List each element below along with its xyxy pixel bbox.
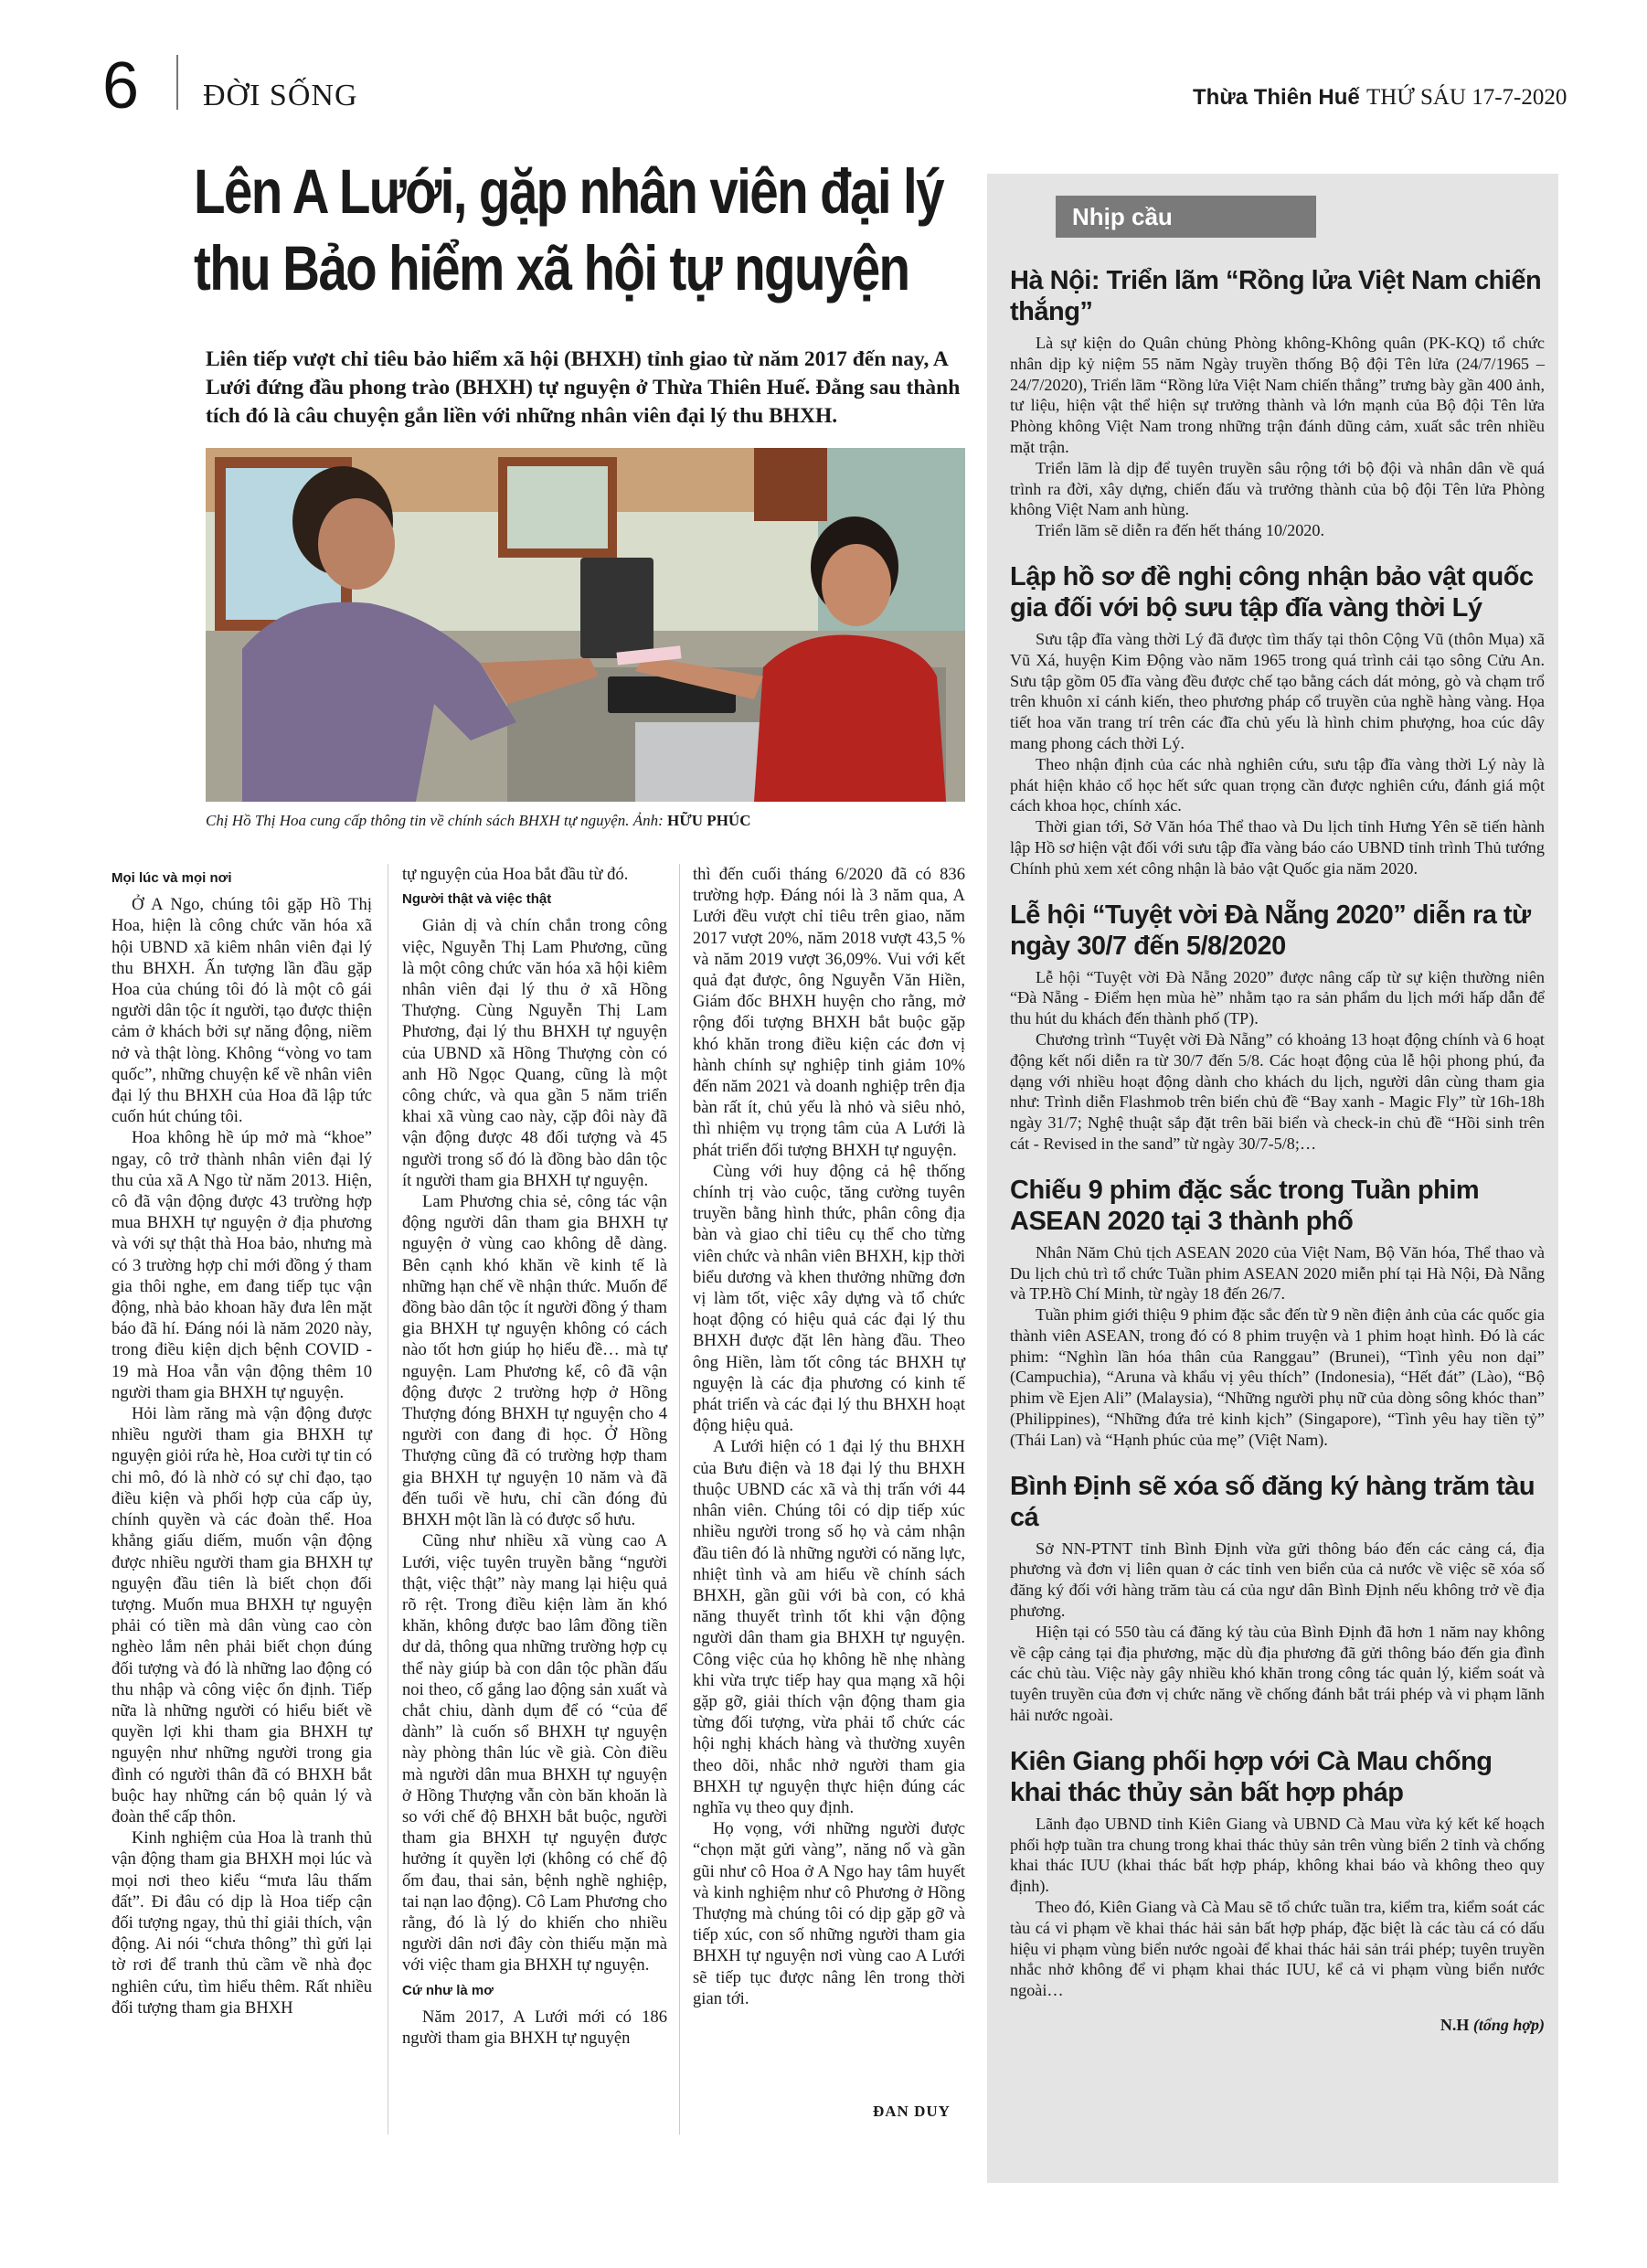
article-photo: [206, 448, 965, 802]
paragraph: Kinh nghiệm của Hoa là tranh thủ vận động tham gia BHXH mọi lúc và mọi nơi theo kiểu “mưa lâu thấm đất”. Đi đâu có dịp là Hoa tiếp cận đối tượng ngay, thủ thỉ giải thích, vận động. Ai nói “chưa thông” thì gửi lại tờ rơi để tranh thủ cầm về nhà đọc nghiên cứu, tìm hiểu thêm. Rất nhiều đối tượng tham gia BHXH: [112, 1828, 372, 2018]
news-paragraph: Theo đó, Kiên Giang và Cà Mau sẽ tổ chức tuần tra, kiểm tra, kiểm soát các tàu cá vi phạm về khai thác hải sản bất hợp pháp, đặc biệt là các tàu cá có dấu hiệu vi phạm vùng biển nước ngoài để khai thác hải sản trái phép; tuyên truyền nhắc nhở không để vi phạm khai thác IUU, kể cả vi phạm vùng biển nước ngoài…: [1010, 1898, 1545, 2000]
paragraph: Lam Phương chia sẻ, công tác vận động người dân tham gia BHXH tự nguyện ở vùng cao không dễ dàng. Bên cạnh khó khăn về kinh tế là những hạn chế về nhận thức. Muốn để đồng bào dân tộc ít người đồng ý tham gia BHXH tự nguyện không có cách nào tốt hơn giúp họ hiểu đề… mà tự nguyện. Lam Phương kể, cô đã vận động được 2 trường hợp ở Hồng Thượng đóng BHXH tự nguyện cho 4 người con đang đi học. Ở Hồng Thượng cũng đã có trường hợp tham gia BHXH tự nguyện 10 năm và đã đến tuổi về hưu, chỉ cần đóng đủ BHXH một lần là có được sổ hưu.: [402, 1192, 667, 1530]
news-paragraph: Theo nhận định của các nhà nghiên cứu, sưu tập đĩa vàng thời Lý này là phát hiện khảo cổ học hết sức quan trọng cần được nghiên cứu, đánh giá một cách khoa học, chính xác.: [1010, 754, 1545, 815]
subheading-3: Cứ như là mơ: [402, 1982, 494, 1998]
news-paragraph: Thời gian tới, Sở Văn hóa Thể thao và Du lịch tỉnh Hưng Yên sẽ tiến hành lập Hồ sơ hiện vật đối với sưu tập đĩa vàng báo cáo UBND tỉnh trình Thủ tướng Chính phủ xem xét công nhận là bảo vật Quốc gia năm 2020.: [1010, 817, 1545, 878]
newspaper-name: Thừa Thiên Huế: [1193, 85, 1360, 110]
article-column-1: [112, 864, 372, 2018]
paragraph: Ở A Ngo, chúng tôi gặp Hồ Thị Hoa, hiện là công chức văn hóa xã hội UBND xã kiêm nhân viên đại lý thu BHXH. Ấn tượng lần đầu gặp Hoa của chúng tôi đó là một cô gái người dân tộc ít người, tạo được thiện cảm ở khách bởi sự năng động, niềm nở và thật lòng. Không “vòng vo tam quốc”, những chuyện kể về nhân viên đại lý thu BHXH của Hoa đã lập tức cuốn hút chúng tôi.: [112, 895, 372, 1127]
paragraph: thì đến cuối tháng 6/2020 đã có 836 trường hợp. Đáng nói là 3 năm qua, A Lưới đều vượt chỉ tiêu trên giao, năm 2017 vượt 20%, năm 2018 vượt 43,5 % và năm 2019 vượt 36,09%. Vui với kết quả đạt được, ông Nguyễn Văn Hiền, Giám đốc BHXH huyện cho rằng, mở rộng đối tượng BHXH bắt buộc gặp khó khăn trong điều kiện các đơn vị hành chính sự nghiệp tinh giảm 10% đến năm 2021 và doanh nghiệp trên địa bàn rất ít, chủ yếu là nhỏ và siêu nhỏ, thì nhiệm vụ trọng tâm của A Lưới là phát triển đối tượng BHXH tự nguyện.: [693, 865, 965, 1160]
news-paragraph: Lãnh đạo UBND tỉnh Kiên Giang và UBND Cà Mau vừa ký kết kế hoạch phối hợp tuần tra chung trong khai thác thủy sản trên vùng biển 2 tỉnh và chống khai thác IUU (khai thác bất hợp pháp, không khai báo và không theo quy định).: [1010, 1814, 1545, 1896]
article-lead: Liên tiếp vượt chỉ tiêu bảo hiểm xã hội (BHXH) tỉnh giao từ năm 2017 đến nay, A Lưới đứng đầu phong trào (BHXH) tự nguyện ở Thừa Thiên Huế. Đằng sau thành tích đó là câu chuyện gắn liền với những nhân viên đại lý thu BHXH.: [206, 347, 961, 428]
issue-date: THỨ SÁU 17-7-2020: [1366, 85, 1567, 110]
paragraph: tự nguyện của Hoa bắt đầu từ đó.: [402, 865, 629, 884]
paragraph: Giản dị và chín chắn trong công việc, Nguyễn Thị Lam Phương, cũng là một công chức văn hóa xã hội kiêm nhân viên đại lý thu ở xã Hồng Thượng. Cùng Nguyễn Thị Lam Phương, đại lý thu BHXH tự nguyện của UBND xã Hồng Thượng còn có anh Hồ Ngọc Quang, cũng là một công chức, và qua gần 5 năm triển khai xã vùng cao này, cặp đôi này đã vận động được 48 đối tượng và 45 người trong số đó là đồng bào dân tộc ít người tham gia BHXH tự nguyện.: [402, 916, 667, 1190]
paragraph: Hoa không hề úp mở mà “khoe” ngay, cô trở thành nhân viên đại lý thu của xã A Ngo từ năm 2013. Hiện, cô đã vận động được 43 trường hợp mua BHXH tự nguyện ở địa phương và với sự thật thà Hoa bảo, nhưng mà có 3 trường hợp chỉ mới đồng ý tham gia thôi nghe, em đang tiếp tục vận động, nhà bảo khoan hãy đưa lên mặt báo đã hí. Đáng nói là năm 2020 này, trong điều kiện dịch bệnh COVID - 19 mà Hoa vẫn vận động thêm 10 người tham gia BHXH tự nguyện.: [112, 1128, 372, 1402]
news-headline: Lập hồ sơ đề nghị công nhận bảo vật quốc gia đối với bộ sưu tập đĩa vàng thời Lý: [1010, 561, 1534, 623]
news-item: [1010, 1175, 1545, 1451]
news-headline: Bình Định sẽ xóa số đăng ký hàng trăm tàu cá: [1010, 1471, 1535, 1532]
article-author: ĐAN DUY: [873, 2103, 951, 2120]
paragraph: Hỏi làm răng mà vận động được nhiều người tham gia BHXH tự nguyện giỏi rứa hè, Hoa cười tự tin có chi mô, đó là nhờ có sự chỉ đạo, tạo điều kiện và phối hợp của cấp ủy, chính quyền và các đoàn thể. Hoa khẳng giấu diếm, muốn vận động được nhiều người tham gia BHXH tự nguyện đầu tiên là biết chọn đối tượng. Muốn mua BHXH tự nguyện phải có tiền mà dân vùng cao còn nghèo lắm nên phải biết chọn đúng đối tượng và đó là những lao động có thu nhập và công việc ổn định. Tiếp nữa là những người có hiểu biết về quyền lợi khi tham gia BHXH tự nguyện như những người trong gia đình có người thân đã có BHXH bắt buộc hay những cán bộ quản lý và đoàn thể cấp thôn.: [112, 1404, 372, 1826]
title-line-2: thu Bảo hiểm xã hội tự nguyện: [194, 233, 909, 303]
signature-name: N.H: [1440, 2016, 1470, 2035]
news-paragraph: Tuần phim giới thiệu 9 phim đặc sắc đến từ 9 nền điện ảnh của các quốc gia thành viên ASEAN, trong đó có 8 phim truyện và 1 phim hoạt hình. Đó là các phim: “Nghìn lần hóa thân của Ranggau” (Brunei), “Tình yêu non dại” (Campuchia), “Aruna và khẩu vị yêu thích” (Indonesia), “Hết đát” (Lào), “Bộ phim về Ejen Ali” (Malaysia), “Những người phụ nữ của dòng sông khóc than” (Philippines), “Những đứa trẻ kinh kịch” (Singapore), “Tình yêu hay tiền tỷ” (Thái Lan) và “Hạnh phúc của mẹ” (Việt Nam).: [1010, 1305, 1545, 1449]
article-column-3: [693, 864, 965, 2009]
article-column-2: [402, 864, 667, 2049]
news-headline: Lễ hội “Tuyệt vời Đà Nẵng 2020” diễn ra từ ngày 30/7 đến 5/8/2020: [1010, 900, 1531, 961]
news-item: [1010, 1746, 1545, 2001]
paragraph: Năm 2017, A Lưới mới có 186 người tham gia BHXH tự nguyện: [402, 2007, 667, 2048]
news-headline: Kiên Giang phối hợp với Cà Mau chống khai thác thủy sản bất hợp pháp: [1010, 1746, 1493, 1807]
news-headline: Hà Nội: Triển lãm “Rồng lửa Việt Nam chiến thắng”: [1010, 266, 1542, 326]
news-paragraph: Chương trình “Tuyệt vời Đà Nẵng” có khoảng 13 hoạt động chính và 6 hoạt động kết nối diễn ra từ 30/7 đến 5/8. Các hoạt động của lễ hội phong phú, đa dạng với nhiều hoạt động dành cho khách du lịch, người dân cùng tham gia như: Trình diễn Flashmob trên biển chủ đề “Bay xanh - Magic Fly” từ 16h-18h ngày 31/7; Nghệ thuật sắp đặt trên bãi biển và check-in chủ đề “Hồi sinh trên cát - Revised in the sand” từ ngày 30/7-5/8;…: [1010, 1029, 1545, 1153]
paragraph: Họ vọng, với những người được “chọn mặt gửi vàng”, năng nổ và gần gũi như cô Hoa ở A Ngo hay tâm huyết và kinh nghiệm như cô Phương ở Hồng Thượng mà chúng tôi có dịp gặp gỡ và tiếp xúc, con số những người tham gia BHXH tự nguyện nơi vùng cao A Lưới sẽ tiếp tục được nâng lên trong thời gian tới.: [693, 1819, 965, 2008]
photo-illustration: [206, 448, 965, 802]
sidebar-signature: [1010, 2016, 1545, 2035]
news-paragraph: Nhân Năm Chủ tịch ASEAN 2020 của Việt Nam, Bộ Văn hóa, Thể thao và Du lịch chủ trì tổ chức Tuần phim ASEAN 2020 miễn phí tại Hà Nội, Đà Nẵng và TP.Hồ Chí Minh, từ ngày 18 đến 26/7.: [1010, 1242, 1545, 1304]
paragraph: Cùng với huy động cả hệ thống chính trị vào cuộc, tăng cường tuyên truyền bằng hình thức, phân công địa bàn và giao chỉ tiêu cụ thể cho từng viên chức và nhân viên BHXH, kịp thời biểu dương và khen thưởng những đơn vị làm tốt, việc xây dựng và tổ chức hoạt động có hiệu quả các đại lý thu BHXH được đặt lên hàng đầu. Theo ông Hiền, làm tốt công tác BHXH tự nguyện là các địa phương có kinh tế phát triển và các đại lý thu BHXH hoạt động hiệu quả.: [693, 1161, 965, 1436]
paragraph: A Lưới hiện có 1 đại lý thu BHXH của Bưu điện và 18 đại lý thu BHXH thuộc UBND các xã và thị trấn với 44 nhân viên. Chúng tôi có dịp tiếp xúc nhiều người trong số họ và cảm nhận đầu tiên đó là những người có năng lực, nhiệt tình và am hiểu về chính sách BHXH, gần gũi với bà con, có khả năng thuyết trình tốt khi vận động người dân tham gia BHXH tự nguyện. Công việc của họ không hề nhẹ nhàng khi vừa trực tiếp hay qua mạng xã hội gặp gỡ, giải thích vận động tham gia từng đối tượng, vừa phải tổ chức các hội nghị khách hàng và thường xuyên theo dõi, nhắc nhở người tham gia BHXH tự nguyện thực hiện đúng các nghĩa vụ theo quy định.: [693, 1437, 965, 1817]
subheading-1: Mọi lúc và mọi nơi: [112, 870, 232, 886]
title-line-1: Lên A Lưới, gặp nhân viên đại lý: [194, 156, 943, 227]
news-paragraph: Là sự kiện do Quân chủng Phòng không-Không quân (PK-KQ) tổ chức nhân dịp kỷ niệm 55 năm Ngày truyền thống Bộ đội Tên lửa (24/7/1965 – 24/7/2020), Triển lãm “Rồng lửa Việt Nam chiến thắng” trưng bày gần 400 ảnh, tư liệu, hiện vật thể hiện sự trưởng thành và lớn mạnh của Bộ đội Tên lửa Phòng không Việt Nam trong những trận đánh dũng cảm, xuất sắc trên nhiều mặt trận.: [1010, 334, 1545, 456]
signature-note: (tổng hợp): [1472, 2016, 1545, 2035]
article-title: [194, 154, 1018, 307]
news-item: [1010, 265, 1545, 541]
news-paragraph: Lễ hội “Tuyệt vời Đà Nẵng 2020” được nâng cấp từ sự kiện thường niên “Đà Nẵng - Điểm hẹn mùa hè” nhằm tạo ra sản phẩm du lịch mới hấp dẫn để thu hút du khách đến thành phố (TP).: [1010, 967, 1545, 1028]
news-item: [1010, 900, 1545, 1155]
page-number: 6: [102, 49, 140, 122]
news-item: [1010, 561, 1545, 879]
sidebar-tag: Nhịp cầu: [1056, 196, 1316, 238]
sidebar-content: [1010, 265, 1545, 2035]
photo-credit: HỮU PHÚC: [667, 812, 751, 829]
news-paragraph: Sở NN-PTNT tỉnh Bình Định vừa gửi thông báo đến các cảng cá, địa phương và đơn vị liên quan ở các tỉnh ven biển của cả nước về việc sẽ xóa số đăng ký đối với hàng trăm tàu cá của ngư dân Bình Định nếu không trở về địa phương.: [1010, 1539, 1545, 1621]
paragraph: Cũng như nhiều xã vùng cao A Lưới, việc tuyên truyền bằng “người thật, việc thật” này mang lại hiệu quả rõ rệt. Trong điều kiện làm ăn khó khăn, không được bao lâm đồng tiền dư dả, thông qua những trường hợp cụ thể này giúp bà con dân tộc phần đấu noi theo, cố gắng lao động sản xuất và chắt chiu, dành dụm để có “của để dành” là cuốn sổ BHXH tự nguyện này phòng thân lúc về già. Còn điều mà người dân mua BHXH tự nguyện ở Hồng Thượng vẫn còn băn khoăn là so với chế độ BHXH bắt buộc, người tham gia BHXH tự nguyện được hưởng ít quyền lợi (không có chế độ ốm đau, thai sản, bệnh nghề nghiệp, tai nạn lao động). Cô Lam Phương cho rằng, đó là lý do khiến cho nhiều người dân nơi đây còn thiếu mặn mà với việc tham gia BHXH tự nguyện.: [402, 1531, 667, 1975]
news-headline: Chiếu 9 phim đặc sắc trong Tuần phim ASEAN 2020 tại 3 thành phố: [1010, 1175, 1480, 1236]
photo-caption: [206, 812, 965, 830]
news-paragraph: Sưu tập đĩa vàng thời Lý đã được tìm thấy tại thôn Cộng Vũ (thôn Mụa) xã Vũ Xá, huyện Kim Động vào năm 1965 trong quá trình cải tạo sông Cửu An. Sưu tập gồm 05 đĩa vàng đều được chế tạo bằng cách dát mỏng, gò và chạm trổ trên khuôn xỉ cánh kiến, theo phương pháp cổ truyền của nghề hàng vàng. Họa tiết hoa văn trang trí trên các đĩa chủ yếu là hình chim phượng, hoa cúc dây mang phong cách thời Lý.: [1010, 629, 1545, 752]
news-paragraph: Triển lãm là dịp để tuyên truyền sâu rộng tới bộ đội và nhân dân về quá trình ra đời, xây dựng, chiến đấu và trưởng thành của bộ đội Tên lửa Phòng không Việt Nam anh hùng.: [1010, 458, 1545, 519]
news-paragraph: Hiện tại có 550 tàu cá đăng ký tàu của Bình Định đã hơn 1 năm nay không về cập cảng tại địa phương, mặc dù địa phương đã gửi thông báo đến gia đình các chủ tàu. Việc này gây nhiều khó khăn trong công tác quản lý, kiểm soát và tuyên truyền của đơn vị chức năng về chống đánh bắt trái phép và vi phạm lãnh hải nước ngoài.: [1010, 1622, 1545, 1725]
news-paragraph: Triển lãm sẽ diễn ra đến hết tháng 10/2020.: [1036, 521, 1325, 540]
news-item: [1010, 1471, 1545, 1726]
subheading-2: Người thật và việc thật: [402, 891, 552, 908]
caption-text: Chị Hồ Thị Hoa cung cấp thông tin về chính sách BHXH tự nguyện. Ảnh:: [206, 812, 664, 829]
header-divider: [176, 55, 178, 110]
section-title: ĐỜI SỐNG: [203, 79, 358, 112]
column-divider: [679, 864, 680, 2135]
